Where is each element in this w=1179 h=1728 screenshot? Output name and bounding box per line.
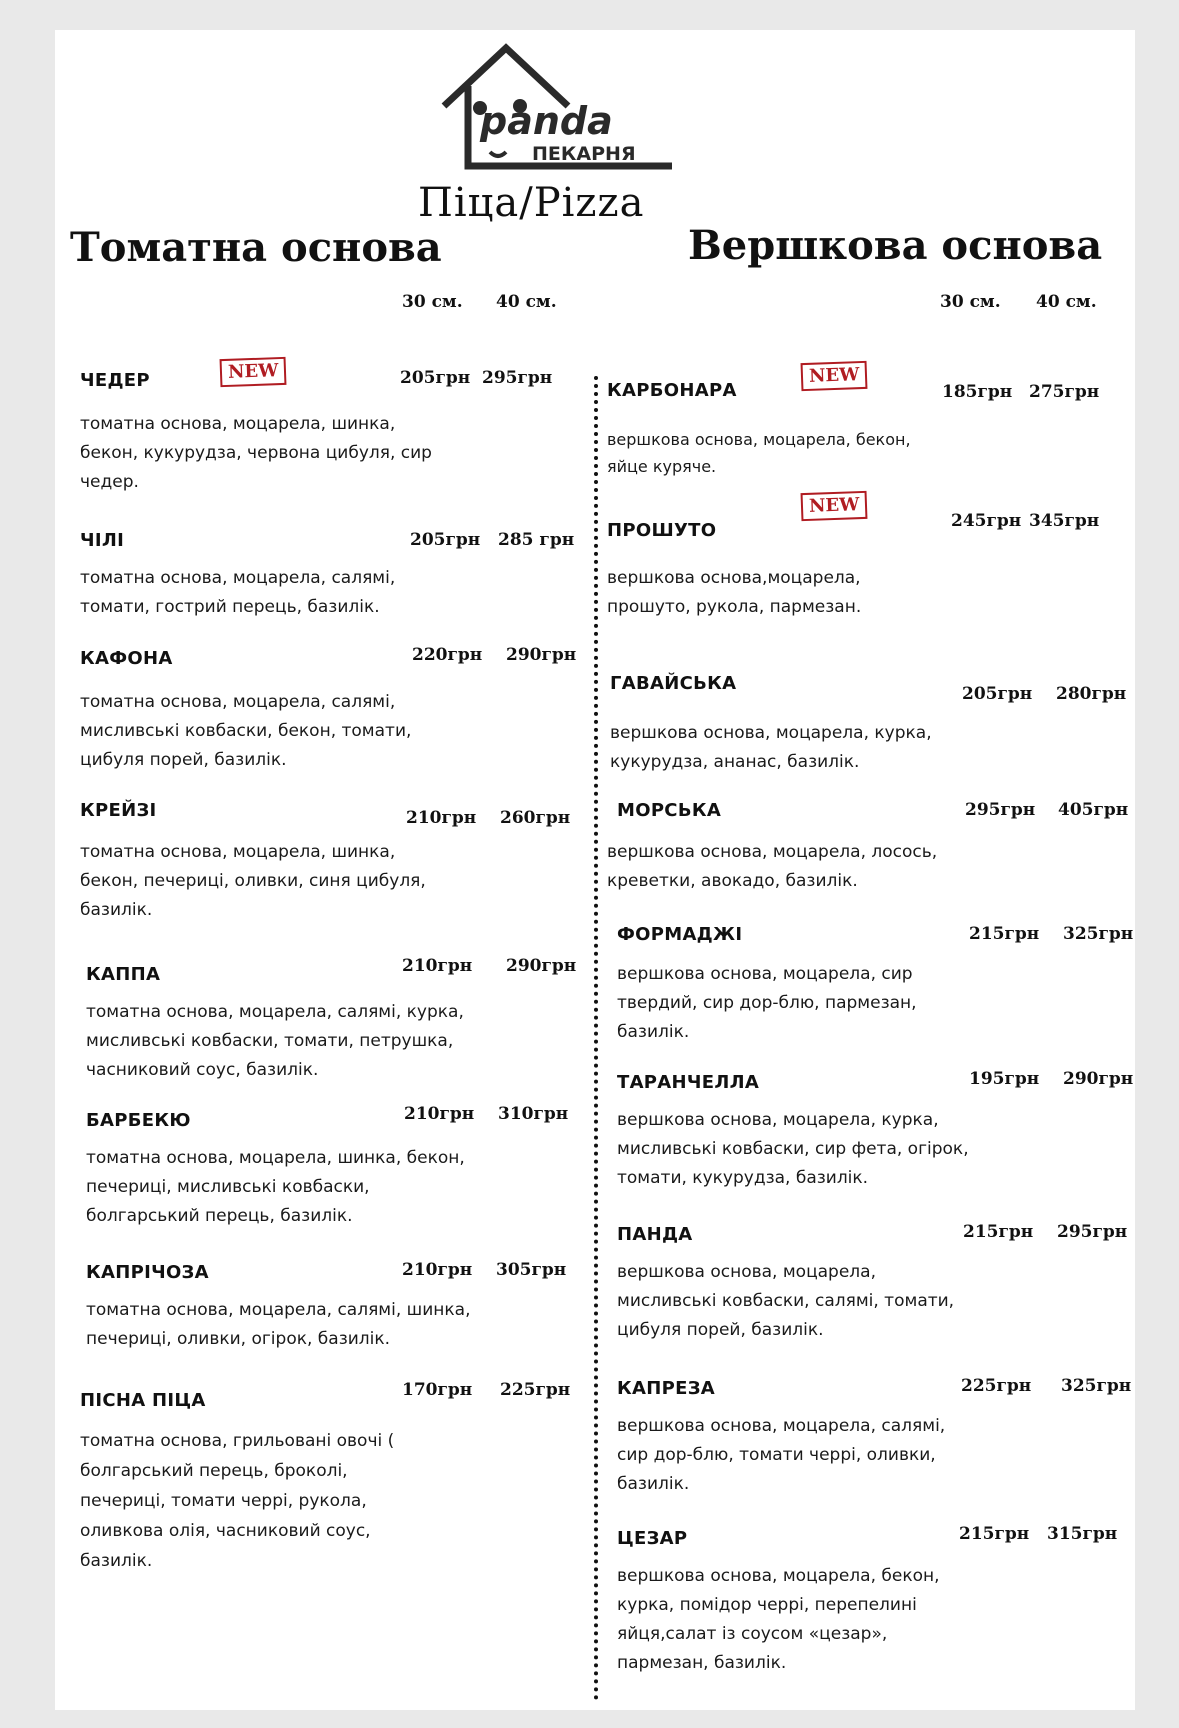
item-description: томатна основа, моцарела, шинка, бекон, печериці, мисливські ковбаски, болгарський перець, базилік. [86,1148,465,1226]
price-40: 315грн [1047,1524,1118,1544]
house-logo-icon [440,42,680,174]
item-name: КАФОНА [80,648,173,669]
item-description: вершкова основа, моцарела, мисливські ковбаски, салямі, томати, цибуля порей, базилік. [617,1262,955,1340]
right-size-40-label: 40 см. [1036,292,1097,312]
item-description: вершкова основа, моцарела, курка, кукурудза, ананас, базилік. [610,723,932,772]
item-description: вершкова основа, моцарела, курка, мисливські ковбаски, сир фета, огірок, томати, кукурудза, базилік. [617,1110,969,1188]
item-name: ПАНДА [617,1224,693,1245]
item-name: МОРСЬКА [617,800,722,821]
price-40: 225грн [500,1380,571,1400]
price-40: 325грн [1063,924,1134,944]
price-30: 210грн [402,1260,473,1280]
price-40: 305грн [496,1260,567,1280]
svg-text:panda: panda [480,99,613,143]
item-description: томатна основа, моцарела, салямі, курка, мисливські ковбаски, томати, петрушка, часниковий соус, базилік. [86,1002,464,1080]
item-description: вершкова основа,моцарела, прошуто, рукола, пармезан. [607,568,862,617]
item-description: вершкова основа, моцарела, бекон, курка, помідор черрі, перепелині яйця,салат із соусом «цезар», пармезан, базилік. [617,1566,940,1673]
price-30: 220грн [412,645,483,665]
price-30: 185грн [942,382,1013,402]
item-name: КАППА [86,964,161,985]
item-description: вершкова основа, моцарела, бекон, яйце куряче. [607,430,911,476]
item-name: ГАВАЙСЬКА [610,673,737,694]
item-description: томатна основа, моцарела, салямі, шинка, печериці, оливки, огірок, базилік. [86,1300,471,1349]
page-title: Піца/Pizza [418,180,645,226]
price-30: 215грн [969,924,1040,944]
new-badge: NEW [220,357,287,387]
price-30: 205грн [962,684,1033,704]
item-description: томатна основа, моцарела, шинка, бекон, кукурудза, червона цибуля, сир чедер. [80,414,432,492]
price-30: 215грн [963,1222,1034,1242]
price-40: 295грн [1057,1222,1128,1242]
price-30: 210грн [406,808,477,828]
new-badge: NEW [801,361,868,391]
item-name: БАРБЕКЮ [86,1110,191,1131]
price-30: 295грн [965,800,1036,820]
price-40: 405грн [1058,800,1129,820]
item-description: томатна основа, моцарела, салямі, мисливські ковбаски, бекон, томати, цибуля порей, базилік. [80,692,412,770]
price-30: 210грн [404,1104,475,1124]
left-size-30-label: 30 см. [402,292,463,312]
column-divider [594,376,598,1701]
item-description: вершкова основа, моцарела, лосось, креветки, авокадо, базилік. [607,842,938,891]
price-40: 280грн [1056,684,1127,704]
price-40: 290грн [506,956,577,976]
left-size-40-label: 40 см. [496,292,557,312]
price-30: 215грн [959,1524,1030,1544]
item-description: томатна основа, моцарела, шинка, бекон, печериці, оливки, синя цибуля, базилік. [80,842,426,920]
item-name: ТАРАНЧЕЛЛА [617,1072,760,1093]
item-name: ЦЕЗАР [617,1528,688,1549]
section-title-tomato: Томатна основа [70,224,442,271]
price-30: 170грн [402,1380,473,1400]
price-30: 245грн [951,511,1022,531]
price-40: 285 грн [498,530,575,550]
price-40: 310грн [498,1104,569,1124]
item-name: КАПРІЧОЗА [86,1262,209,1283]
price-40: 260грн [500,808,571,828]
right-size-30-label: 30 см. [940,292,1001,312]
new-badge: NEW [801,491,868,521]
item-name: ЧЕДЕР [80,370,150,391]
item-description: томатна основа, грильовані овочі ( болгарський перець, броколі, печериці, томати черрі, рукола, оливкова олія, часниковий соус, базилік. [80,1431,395,1571]
price-30: 195грн [969,1069,1040,1089]
item-description: вершкова основа, моцарела, салямі, сир дор-блю, томати черрі, оливки, базилік. [617,1416,946,1494]
item-name: КРЕЙЗІ [80,800,157,821]
item-description: вершкова основа, моцарела, сир твердий, сир дор-блю, пармезан, базилік. [617,964,917,1042]
item-name: КАРБОНАРА [607,380,737,401]
item-name: ПРОШУТО [607,520,717,541]
price-30: 205грн [410,530,481,550]
item-name: ПІСНА ПІЦА [80,1390,206,1411]
price-40: 295грн [482,368,553,388]
item-name: ФОРМАДЖІ [617,924,743,945]
item-name: КАПРЕЗА [617,1378,716,1399]
svg-text:ПЕКАРНЯ: ПЕКАРНЯ [532,143,636,165]
price-40: 290грн [506,645,577,665]
price-30: 205грн [400,368,471,388]
price-40: 275грн [1029,382,1100,402]
item-description: томатна основа, моцарела, салямі, томати, гострий перець, базилік. [80,568,396,617]
price-40: 325грн [1061,1376,1132,1396]
item-name: ЧІЛІ [80,530,125,551]
price-40: 290грн [1063,1069,1134,1089]
price-30: 225грн [961,1376,1032,1396]
panda-bakery-logo [440,42,680,174]
price-40: 345грн [1029,511,1100,531]
section-title-cream: Вершкова основа [688,222,1103,269]
price-30: 210грн [402,956,473,976]
